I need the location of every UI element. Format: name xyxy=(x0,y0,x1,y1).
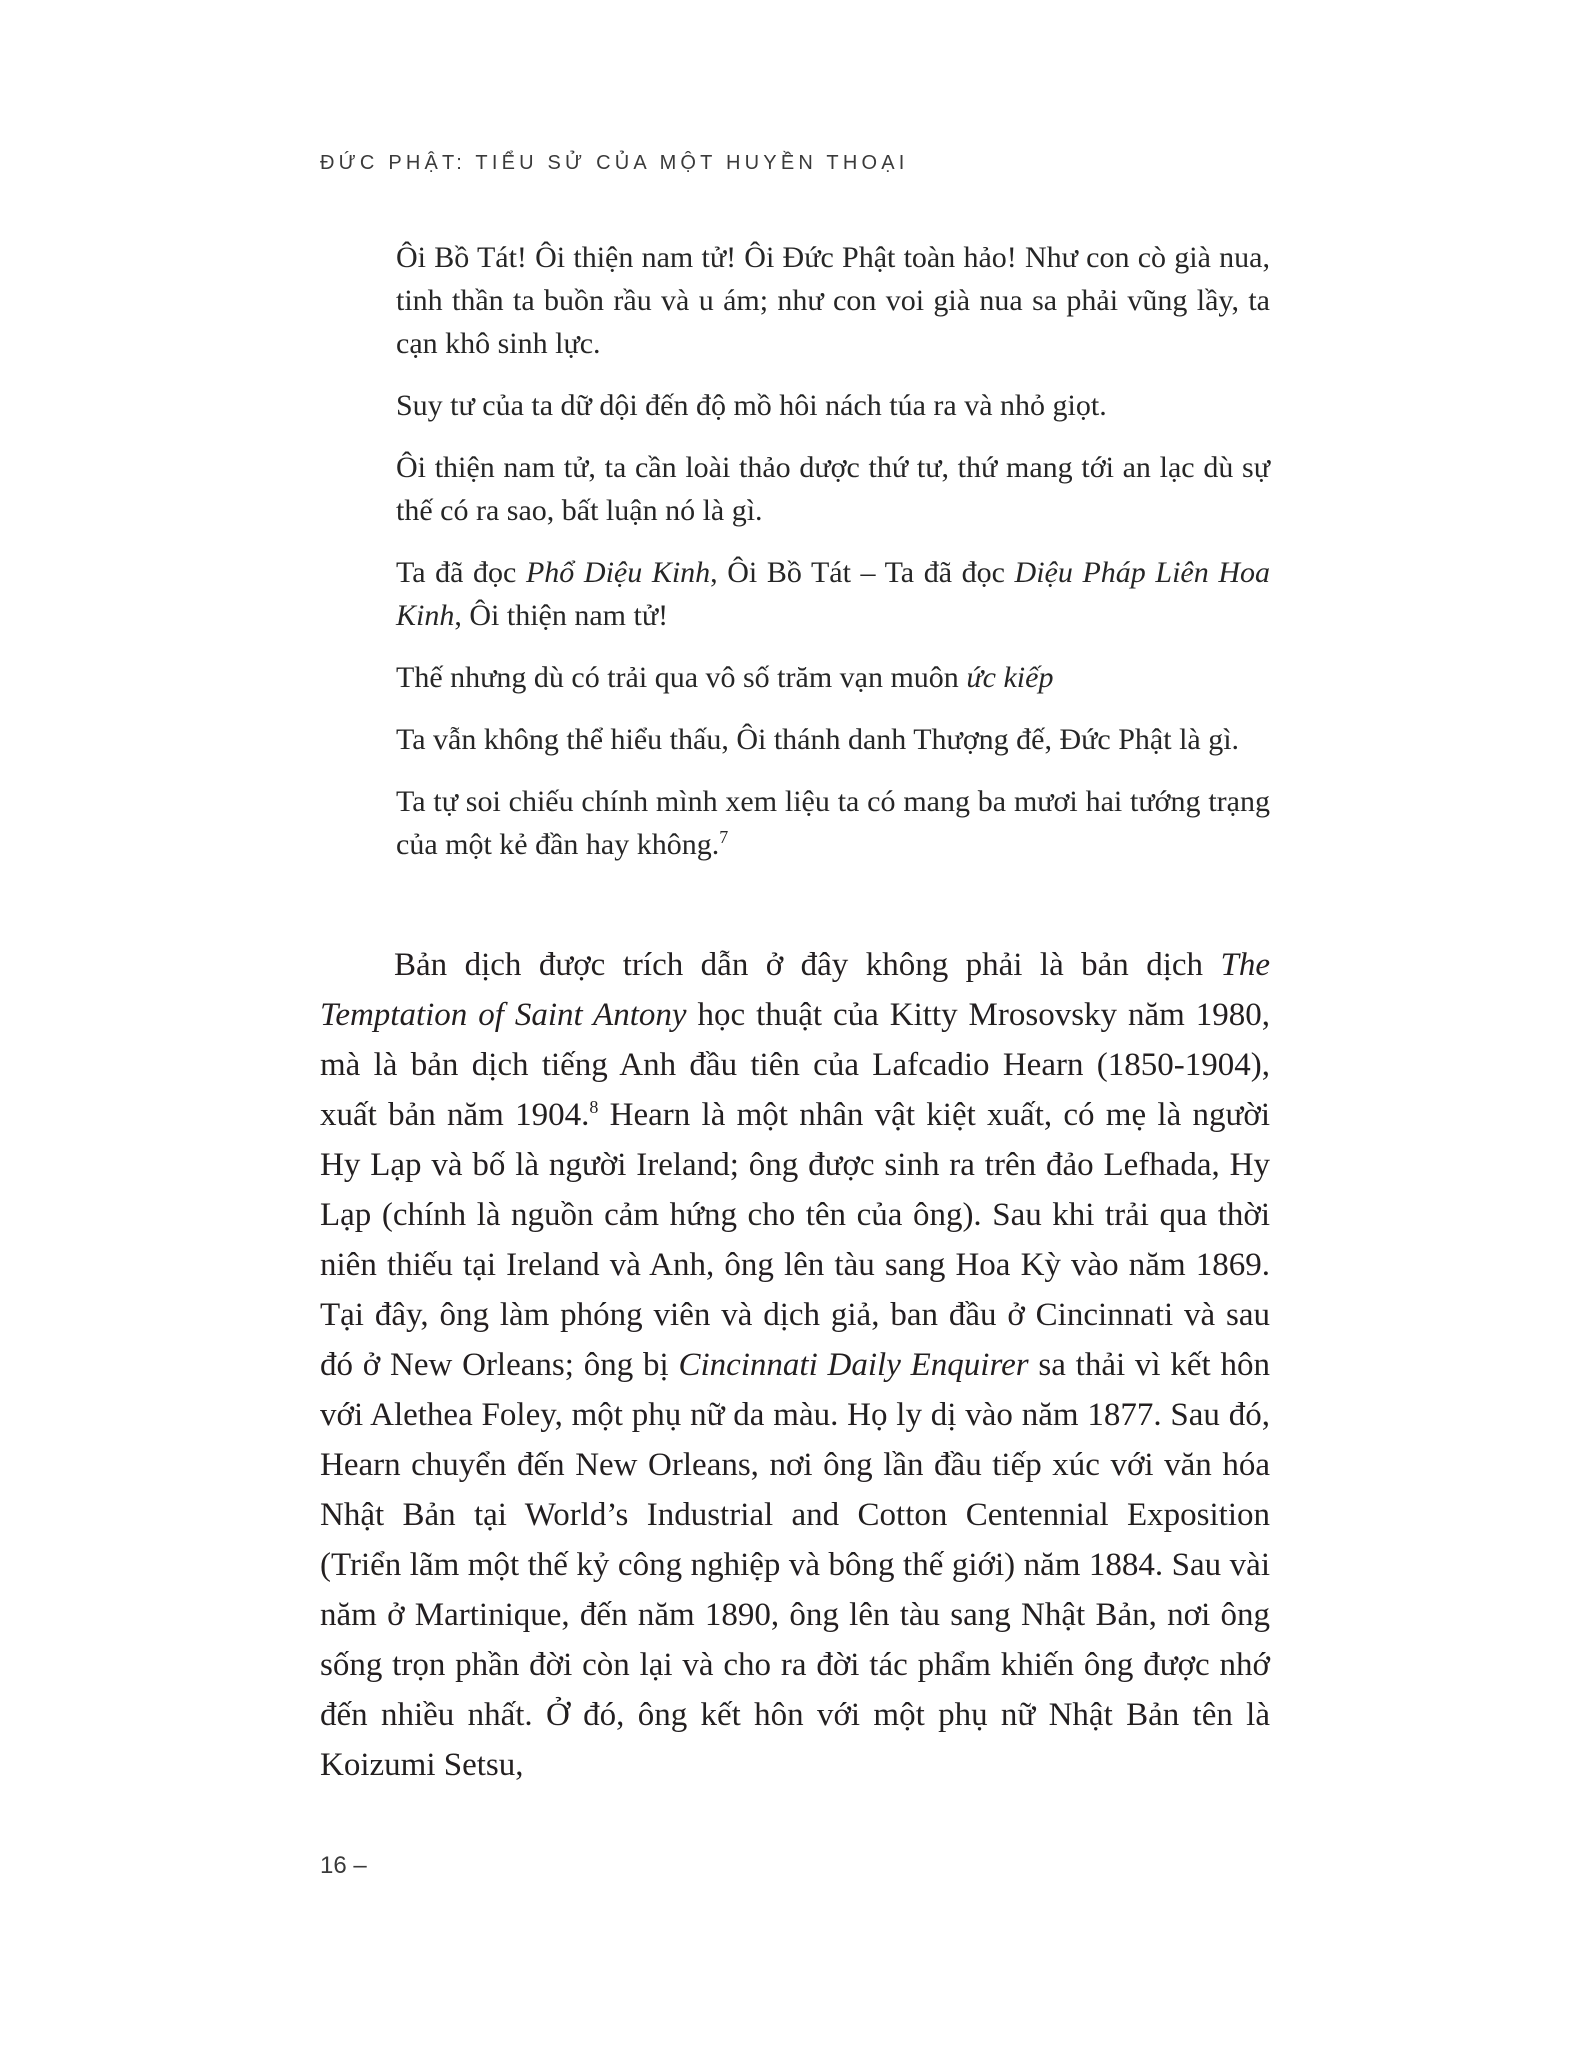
page-number: 16 – xyxy=(320,1852,367,1879)
book-title-italic: The Temptation of Saint Antony xyxy=(320,947,1270,1033)
body-text xyxy=(320,940,1270,1790)
footnote-ref[interactable]: 8 xyxy=(589,1097,599,1117)
newspaper-title-italic: Cincinnati Daily Enquirer xyxy=(678,1347,1029,1383)
quote-paragraph: Ta vẫn không thể hiểu thấu, Ôi thánh danh Thượng đế, Đức Phật là gì. xyxy=(396,723,1240,756)
quote-italic-title: Phổ Diệu Kinh xyxy=(525,556,711,589)
quote-text: Ta đã đọc xyxy=(396,556,526,589)
running-head: ĐỨC PHẬT: TIỂU SỬ CỦA MỘT HUYỀN THOẠI xyxy=(320,152,909,174)
quote-text: Thế nhưng dù có trải qua vô số trăm vạn muôn xyxy=(396,661,967,694)
quote-paragraph xyxy=(396,656,1270,699)
body-text-run: sa thải vì kết hôn với Alethea Foley, một phụ nữ da màu. Họ ly dị vào năm 1877. Sau đó, Hearn chuyển đến New Orleans, nơi ông lần đầu tiếp xúc với văn hóa Nhật Bản tại World’s Industrial and Cotton Centennial Exposition (Triển lãm một thế kỷ công nghiệp và bông thế giới) năm 1884. Sau vài năm ở Martinique, đến năm 1890, ông lên tàu sang Nhật Bản, nơi ông sống trọn phần đời còn lại và cho ra đời tác phẩm khiến ông được nhớ đến nhiều nhất. Ở đó, ông kết hôn với một phụ nữ Nhật Bản tên là Koizumi Setsu, xyxy=(320,1347,1270,1783)
footnote-ref[interactable]: 7 xyxy=(719,827,729,847)
quote-paragraph: Ôi Bồ Tát! Ôi thiện nam tử! Ôi Đức Phật toàn hảo! Như con cò già nua, tinh thần ta buồn rầu và u ám; như con voi già nua sa phải vũng lầy, ta cạn khô sinh lực. xyxy=(396,241,1270,360)
quote-text: , Ôi thiện nam tử! xyxy=(454,599,669,632)
quote-paragraph: Ôi thiện nam tử, ta cần loài thảo dược thứ tư, thứ mang tới an lạc dù sự thế có ra sao, bất luận nó là gì. xyxy=(396,451,1270,527)
quote-italic-term: ức kiếp xyxy=(966,661,1054,694)
quote-paragraph: Suy tư của ta dữ dội đến độ mồ hôi nách túa ra và nhỏ giọt. xyxy=(396,389,1107,422)
body-text-run: Hearn là một nhân vật kiệt xuất, có mẹ là người Hy Lạp và bố là người Ireland; ông được sinh ra trên đảo Lefhada, Hy Lạp (chính là nguồn cảm hứng cho tên của ông). Sau khi trải qua thời niên thiếu tại Ireland và Anh, ông lên tàu sang Hoa Kỳ vào năm 1869. Tại đây, ông làm phóng viên và dịch giả, ban đầu ở Cincinnati và sau đó ở New Orleans; ông bị xyxy=(320,1097,1271,1383)
quote-paragraph xyxy=(396,551,1270,637)
quote-text: , Ôi Bồ Tát – Ta đã đọc xyxy=(710,556,1015,589)
body-text-run: Bản dịch được trích dẫn ở đây không phải là bản dịch xyxy=(394,947,1221,983)
block-quote xyxy=(396,236,1270,885)
quote-italic-title: Diệu Pháp Liên Hoa Kinh xyxy=(396,556,1270,632)
body-paragraph xyxy=(320,940,1270,1790)
quote-paragraph xyxy=(396,780,1270,866)
body-text-run: học thuật của Kitty Mrosovsky năm 1980, mà là bản dịch tiếng Anh đầu tiên của Lafcadio Hearn (1850-1904), xuất bản năm 1904. xyxy=(320,997,1270,1133)
quote-text: Ta tự soi chiếu chính mình xem liệu ta có mang ba mươi hai tướng trạng của một kẻ đần hay không. xyxy=(396,785,1270,861)
